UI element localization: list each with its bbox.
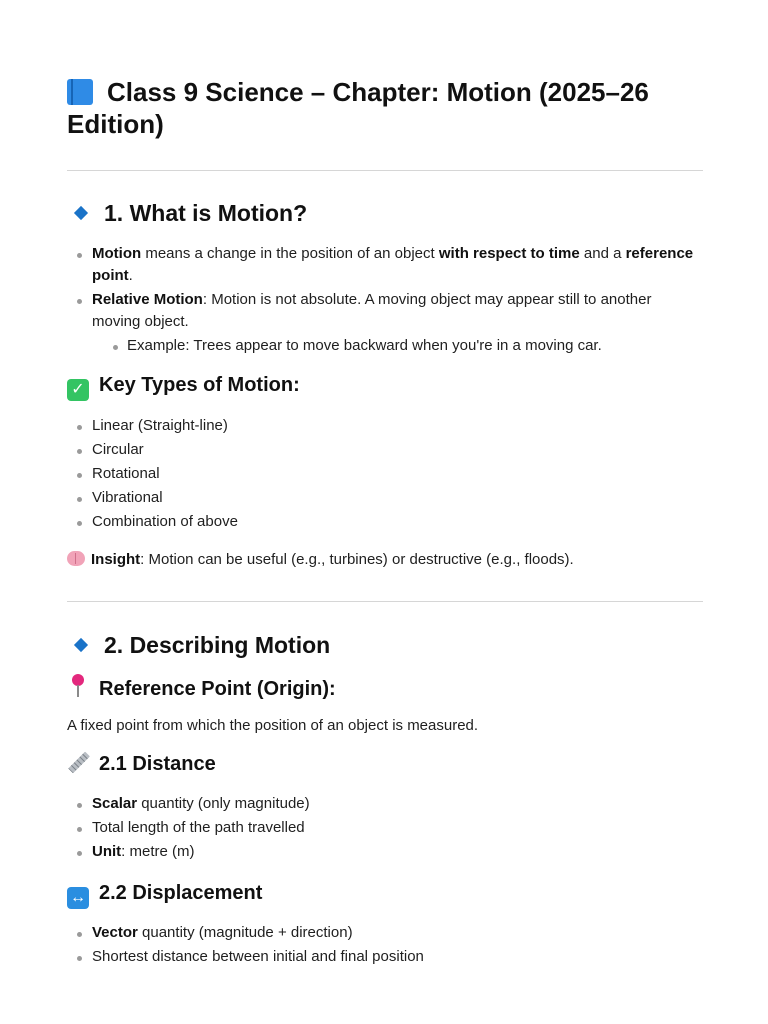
page-title [67,76,703,140]
diamond-icon [74,638,88,652]
ruler-icon [67,751,89,773]
list-item: Circular [67,439,703,461]
list-item-example: Example: Trees appear to move backward when you're in a moving car. [67,335,703,357]
list-item: Combination of above [67,511,703,533]
list-item: Shortest distance between initial and final position [67,946,703,968]
book-icon [67,79,93,105]
subheading-key-types: ✓ Key Types of Motion: [67,372,300,401]
list-item: Relative Motion: Motion is not absolute. A moving object may appear still to another moving object. [67,289,703,333]
motion-definition-list [67,243,703,359]
brain-icon [67,551,85,566]
list-item: Linear (Straight-line) [67,415,703,437]
section-heading-describing-motion: 2. Describing Motion [67,631,330,659]
list-item: Rotational [67,463,703,485]
list-item: Unit: metre (m) [67,841,703,863]
list-item: Vibrational [67,487,703,509]
motion-types-list [67,415,703,535]
divider [67,601,703,602]
insight-note: Insight: Motion can be useful (e.g., turbines) or destructive (e.g., floods). [67,549,703,571]
list-item: Scalar quantity (only magnitude) [67,793,703,815]
check-icon: ✓ [67,379,89,401]
subheading-distance: 2.1 Distance [67,751,216,777]
list-item: Total length of the path travelled [67,817,703,839]
diamond-icon [74,206,88,220]
subheading-displacement: ↔ 2.2 Displacement [67,880,262,909]
section-heading-what-is-motion: 1. What is Motion? [67,199,307,227]
displacement-list [67,922,703,970]
divider [67,170,703,171]
reference-point-text: A fixed point from which the position of an object is measured. [67,717,479,734]
distance-list [67,793,703,865]
page-title-text: Class 9 Science – Chapter: Motion (2025–26 Edition) [67,77,649,139]
subheading-reference-point: Reference Point (Origin): [67,674,336,702]
list-item: Motion means a change in the position of an object with respect to time and a reference point. [67,243,703,287]
left-right-arrow-icon: ↔ [67,887,89,909]
list-item: Vector quantity (magnitude + direction) [67,922,703,944]
pin-icon [67,674,89,698]
